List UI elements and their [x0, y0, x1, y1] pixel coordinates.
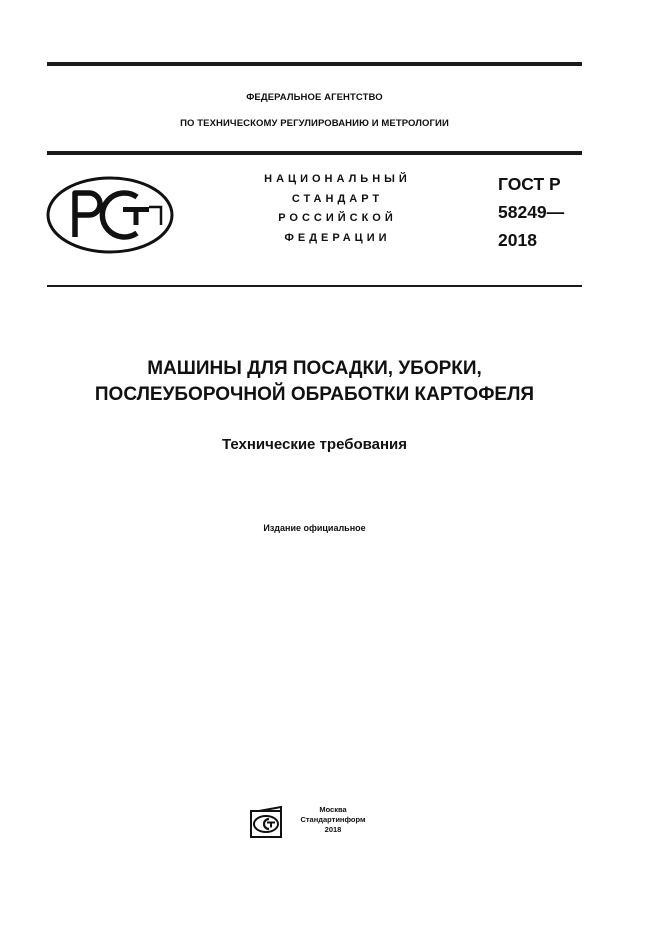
document-title	[47, 356, 582, 408]
designation-line-2: 58249—	[498, 202, 565, 222]
standard-type-line-2: СТАНДАРТ	[291, 192, 384, 205]
edition-label: Издание официальное	[263, 523, 366, 533]
standard-type-line-1: НАЦИОНАЛЬНЫЙ	[264, 173, 411, 185]
document-subtitle: Технические требования	[221, 436, 408, 453]
publisher-city: Москва	[319, 805, 347, 814]
title-line-2: ПОСЛЕУБОРОЧНОЙ ОБРАБОТКИ КАРТОФЕЛЯ	[94, 384, 535, 405]
standartinform-logo-icon	[250, 806, 288, 838]
rst-logo-icon	[45, 175, 175, 255]
publisher-year: 2018	[324, 825, 342, 834]
top-rule	[47, 62, 582, 66]
standard-type-block	[245, 170, 430, 248]
agency-line-2: ПО ТЕХНИЧЕСКОМУ РЕГУЛИРОВАНИЮ И МЕТРОЛОГИИ	[180, 118, 449, 129]
standard-designation	[498, 170, 588, 254]
publisher-name: Стандартинформ	[300, 815, 366, 824]
designation-line-3: 2018	[498, 230, 537, 250]
middle-rule	[47, 151, 582, 155]
standard-type-line-4: ФЕДЕРАЦИИ	[284, 231, 391, 244]
agency-line-1: ФЕДЕРАЛЬНОЕ АГЕНТСТВО	[246, 92, 383, 103]
standard-type-line-3: РОССИЙСКОЙ	[278, 212, 397, 224]
bottom-rule	[47, 285, 582, 287]
title-line-1: МАШИНЫ ДЛЯ ПОСАДКИ, УБОРКИ,	[147, 358, 482, 379]
publisher-block	[292, 805, 374, 835]
designation-line-1: ГОСТ Р	[498, 174, 561, 194]
